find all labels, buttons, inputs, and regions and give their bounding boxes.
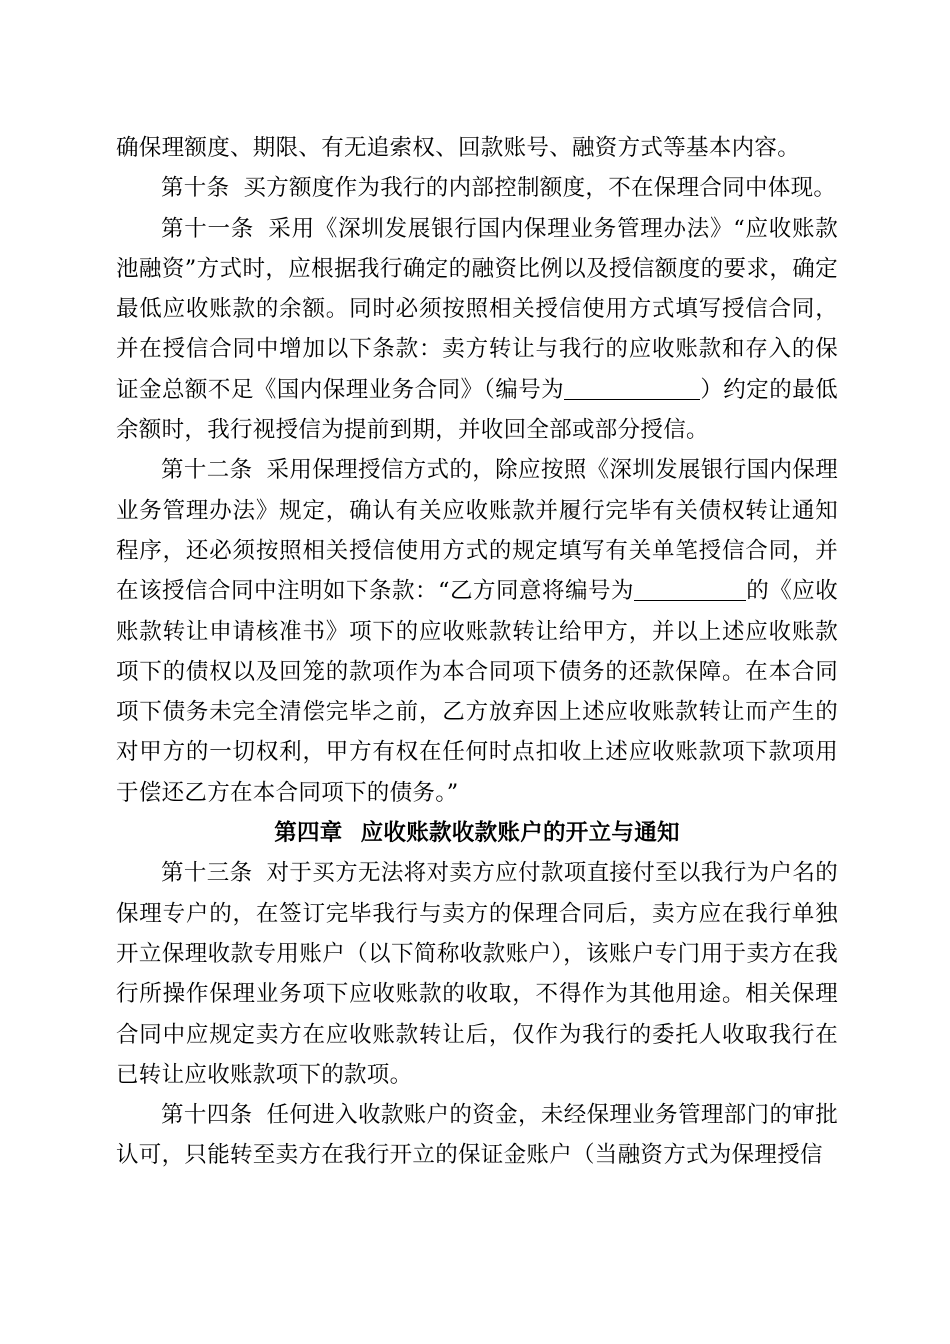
paragraph-continuation — [116, 128, 838, 168]
chapter-4-title: 应收账款收款账户的开立与通知 — [360, 820, 680, 847]
article-12-label: 第十二条 — [161, 457, 253, 484]
article-12-text-a: 采用保理授信方式的，除应按照《深圳发展银行国内保理业务管理办法》规定，确认有关应收账款并履行完毕有关债权转让通知程序，还必须按照相关授信使用方式的规定填写有关单笔授信合同，并在该授信合同中注明如下条款：“乙方同意将编号为 — [116, 457, 838, 605]
article-11-text-a: 采用《深圳发展银行国内保理业务管理办法》“应收账款池融资”方式时，应根据我行确定的融资比例以及授信额度的要求，确定最低应收账款的余额。同时必须按照相关授信使用方式填写授信合同，并在授信合同中增加以下条款：卖方转让与我行的应收账款和存入的保证金总额不足《国内保理业务合同》（编号为 — [116, 215, 838, 403]
article-13-text: 对于买方无法将对卖方应付款项直接付至以我行为户名的保理专户的，在签订完毕我行与卖方的保理合同后，卖方应在我行单独开立保理收款专用账户（以下简称收款账户），该账户专门用于卖方在我行所操作保理业务项下应收账款的收取，不得作为其他用途。相关保理合同中应规定卖方在应收账款转让后，仅作为我行的委托人收取我行在已转让应收账款项下的款项。 — [116, 860, 838, 1088]
article-10 — [116, 168, 838, 208]
contract-number-blank — [564, 375, 700, 400]
article-11 — [116, 209, 838, 451]
article-14 — [116, 1095, 838, 1176]
chapter-4-heading — [116, 813, 838, 853]
chapter-4-number: 第四章 — [274, 820, 343, 847]
approval-number-blank — [634, 576, 746, 601]
article-10-text: 买方额度作为我行的内部控制额度，不在保理合同中体现。 — [243, 175, 837, 202]
article-11-label: 第十一条 — [161, 215, 254, 242]
article-14-text: 任何进入收款账户的资金，未经保理业务管理部门的审批认可，只能转至卖方在我行开立的保证金账户（当融资方式为保理授信 — [116, 1102, 838, 1169]
article-13-label: 第十三条 — [161, 860, 253, 887]
article-13 — [116, 853, 838, 1095]
article-12 — [116, 450, 838, 813]
article-12-text-b: 的《应收账款转让申请核准书》项下的应收账款转让给甲方，并以上述应收账款项下的债权以及回笼的款项作为本合同项下债务的还款保障。在本合同项下债务未完全清偿完毕之前，乙方放弃因上述应收账款转让而产生的对甲方的一切权利，甲方有权在任何时点扣收上述应收账款项下款项用于偿还乙方在本合同项下的债务。” — [116, 578, 838, 806]
article-14-label: 第十四条 — [161, 1102, 253, 1129]
article-11-text-b: ）约定的最低余额时，我行视授信为提前到期，并收回全部或部分授信。 — [116, 376, 838, 444]
document-page — [116, 128, 838, 1176]
article-10-label: 第十条 — [161, 175, 230, 202]
continuation-text: 确保理额度、期限、有无追索权、回款账号、融资方式等基本内容。 — [116, 135, 801, 161]
